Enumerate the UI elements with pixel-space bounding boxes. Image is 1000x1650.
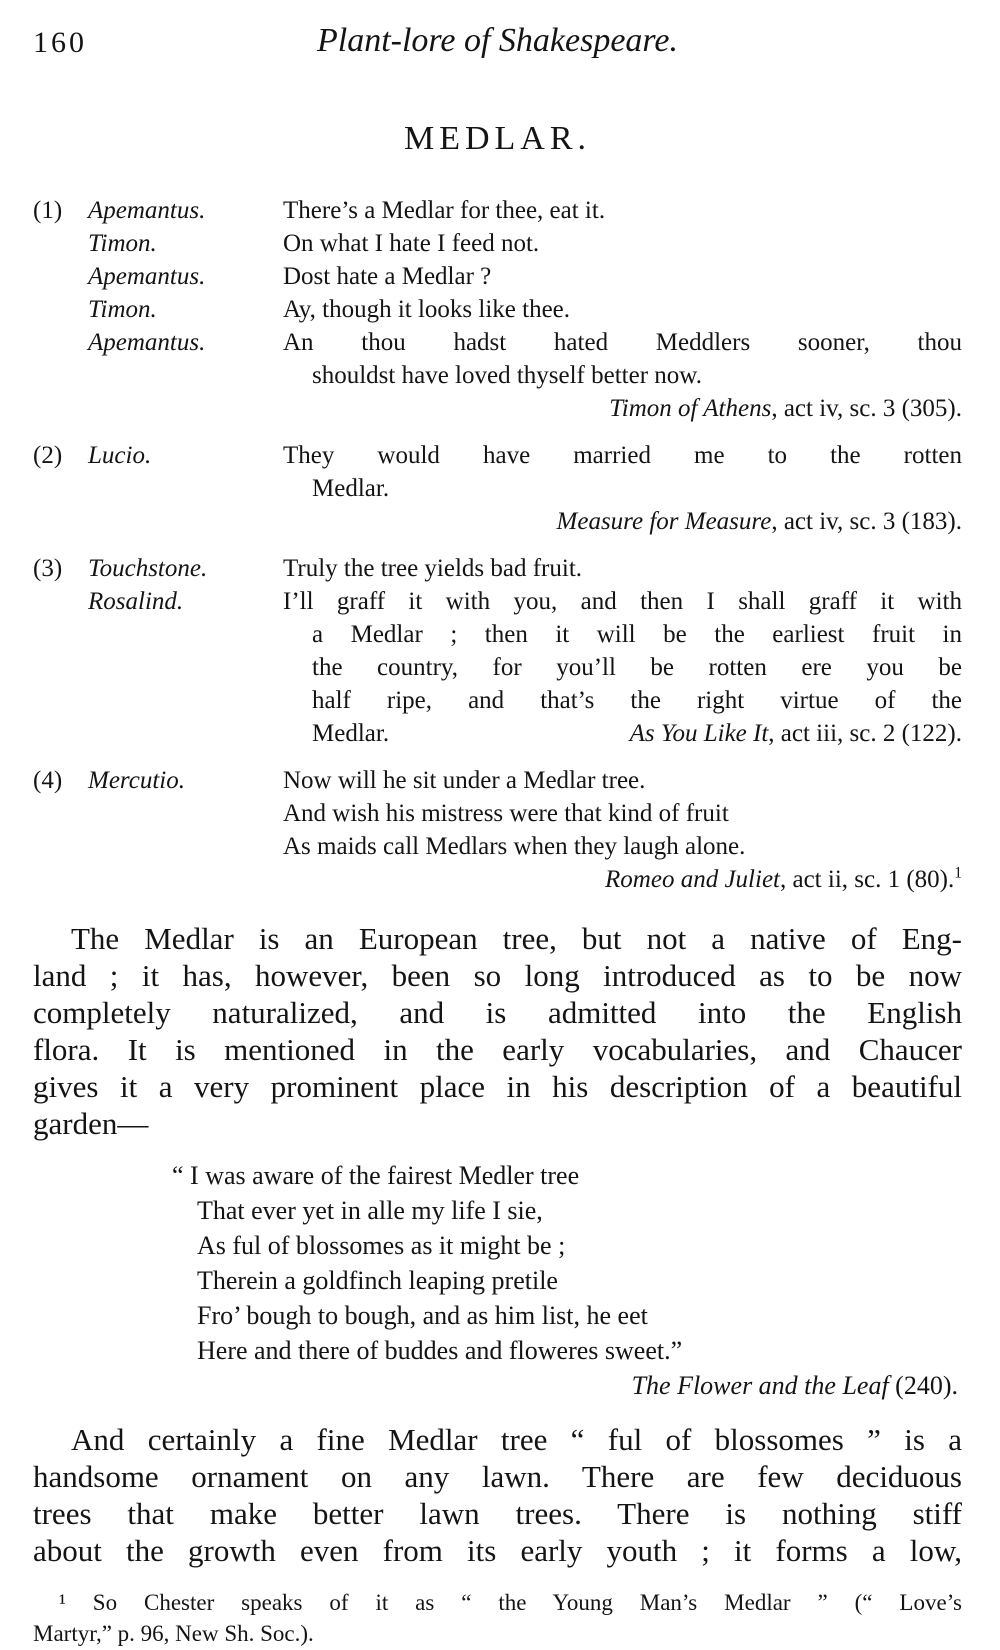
- citation: [630, 717, 962, 750]
- paragraph-line: The Medlar is an European tree, but not a native of Eng-: [71, 921, 962, 956]
- poem-line: Fro’ bough to bough, and as him list, he eet: [197, 1301, 648, 1330]
- quote-row: [33, 194, 962, 227]
- quote-row: [33, 227, 962, 260]
- quote-number: [33, 585, 88, 618]
- quote-number: (1): [33, 197, 63, 224]
- quote-number: [33, 651, 88, 684]
- quote-number: (4): [33, 767, 63, 794]
- quotes: [33, 194, 962, 896]
- citation-ref: , act ii, sc. 1 (80).: [779, 866, 955, 893]
- speaker-name: Apemantus.: [88, 197, 206, 224]
- poem-line: “ I was aware of the fairest Medler tree: [172, 1161, 580, 1190]
- quote-row: [33, 552, 962, 585]
- citation: [557, 508, 962, 535]
- quote-block: [33, 439, 962, 538]
- paragraph-line: garden—: [33, 1106, 149, 1141]
- quote-number: [33, 472, 88, 505]
- citation-work: Measure for Measure: [556, 508, 772, 535]
- quote-number: [33, 293, 88, 326]
- quote-row: [33, 439, 962, 472]
- quote-line-text: And wish his mistress were that kind of fruit: [283, 800, 729, 827]
- speaker-name: [88, 684, 283, 717]
- quote-row: [33, 585, 962, 618]
- footnote-marker: 1: [954, 864, 962, 882]
- quote-line-text: Ay, though it looks like thee.: [283, 296, 571, 323]
- speaker-name: Timon.: [88, 230, 157, 257]
- citation-ref: , act iii, sc. 2 (122).: [768, 720, 962, 747]
- quote-block: [33, 194, 962, 425]
- quote-block: [33, 764, 962, 896]
- citation-line: [33, 505, 962, 538]
- speaker-name: [88, 717, 283, 750]
- footnote-line: Martyr,” p. 96, New Sh. Soc.).: [33, 1621, 314, 1646]
- paragraph-2: [33, 1421, 962, 1569]
- speaker-name: Mercutio.: [88, 767, 185, 794]
- speaker-name: [88, 618, 283, 651]
- quote-row: [33, 359, 962, 392]
- quote-line-text: An thou hadst hated Meddlers sooner, thou: [283, 329, 962, 356]
- quote-row: [33, 797, 962, 830]
- poem-line: Therein a goldfinch leaping pretile: [197, 1266, 558, 1295]
- paragraph-line: land ; it has, however, been so long introduced as to be now: [33, 958, 962, 993]
- paragraph-line: trees that make better lawn trees. There is nothing stiff: [33, 1496, 962, 1531]
- citation-ref: (240).: [888, 1371, 958, 1400]
- quote-line-text: Medlar.: [312, 475, 390, 502]
- quote-row: [33, 684, 962, 717]
- quote-row: [33, 830, 962, 863]
- running-title: Plant-lore of Shakespeare.: [316, 22, 678, 59]
- speaker-name: [88, 651, 283, 684]
- quote-row: [33, 472, 962, 505]
- quote-number: [33, 618, 88, 651]
- citation: [609, 395, 962, 422]
- speaker-name: Touchstone.: [88, 555, 208, 582]
- citation-work: Romeo and Juliet: [605, 866, 780, 893]
- quote-line-text: I’ll graff it with you, and then I shall graff it with: [283, 588, 962, 615]
- quote-row: [33, 326, 962, 359]
- quote-row: [33, 293, 962, 326]
- speaker-name: [88, 472, 283, 505]
- citation-ref: , act iv, sc. 3 (305).: [771, 395, 962, 422]
- paragraph-line: And certainly a fine Medlar tree “ ful of blossomes ” is a: [71, 1422, 962, 1457]
- citation-line: [33, 392, 962, 425]
- quote-number: [33, 717, 88, 750]
- quote-number: [33, 227, 88, 260]
- paragraph-line: handsome ornament on any lawn. There are few deciduous: [33, 1459, 962, 1494]
- footnote: [33, 1587, 962, 1649]
- poem: [172, 1158, 962, 1403]
- quote-row: [33, 764, 962, 797]
- poem-line: Here and there of buddes and floweres sweet.”: [197, 1336, 683, 1365]
- speaker-name: [88, 359, 283, 392]
- paragraph-line: flora. It is mentioned in the early vocabularies, and Chaucer: [33, 1032, 962, 1067]
- quote-number: [33, 326, 88, 359]
- citation: [605, 866, 962, 893]
- quote-row: [33, 260, 962, 293]
- citation-work: As You Like It: [629, 720, 769, 747]
- quote-line-text: the country, for you’ll be rotten ere you be: [312, 654, 962, 681]
- quote-line-text: shouldst have loved thyself better now.: [312, 362, 702, 389]
- speaker-name: [88, 830, 283, 863]
- page-header: [33, 22, 962, 68]
- quote-line-text: Dost hate a Medlar ?: [283, 263, 492, 290]
- paragraph-line: completely naturalized, and is admitted into the English: [33, 995, 962, 1030]
- quote-line: [283, 717, 962, 750]
- page-number: 160: [33, 26, 87, 59]
- speaker-name: [88, 797, 283, 830]
- quote-number: [33, 830, 88, 863]
- speaker-name: Apemantus.: [88, 263, 206, 290]
- footnote-line: ¹ So Chester speaks of it as “ the Young Man’s Medlar ” (“ Love’s: [59, 1590, 962, 1615]
- quote-line-text: As maids call Medlars when they laugh alone.: [283, 833, 746, 860]
- paragraph-line: about the growth even from its early youth ; it forms a low,: [33, 1533, 962, 1568]
- quote-number: [33, 260, 88, 293]
- citation: [632, 1371, 958, 1400]
- chapter-heading: MEDLAR.: [403, 120, 592, 157]
- citation-ref: , act iv, sc. 3 (183).: [771, 508, 962, 535]
- quote-line-text: There’s a Medlar for thee, eat it.: [283, 197, 606, 224]
- quote-number: (2): [33, 442, 63, 469]
- citation-line: [33, 863, 962, 896]
- citation-work: The Flower and the Leaf: [631, 1371, 889, 1400]
- speaker-name: Apemantus.: [88, 329, 206, 356]
- quote-line-text: a Medlar ; then it will be the earliest fruit in: [312, 621, 962, 648]
- quote-number: (3): [33, 555, 63, 582]
- poem-line: That ever yet in alle my life I sie,: [197, 1196, 543, 1225]
- quote-row: [33, 651, 962, 684]
- paragraph-line: gives it a very prominent place in his description of a beautiful: [33, 1069, 962, 1104]
- quote-line-text: half ripe, and that’s the right virtue of the: [312, 687, 962, 714]
- quote-row: [33, 618, 962, 651]
- quote-line-text: Truly the tree yields bad fruit.: [283, 555, 583, 582]
- quote-number: [33, 359, 88, 392]
- citation-work: Timon of Athens: [609, 395, 772, 422]
- speaker-name: Lucio.: [88, 442, 152, 469]
- quote-line-text: Now will he sit under a Medlar tree.: [283, 767, 646, 794]
- quote-row: [33, 717, 962, 750]
- quote-block: [33, 552, 962, 750]
- quote-number: [33, 797, 88, 830]
- quote-line-text: Medlar.: [312, 720, 390, 747]
- citation-line: [197, 1368, 958, 1403]
- quote-line-text: On what I hate I feed not.: [283, 230, 540, 257]
- paragraph-1: [33, 920, 962, 1142]
- quote-number: [33, 684, 88, 717]
- speaker-name: Timon.: [88, 296, 157, 323]
- poem-line: As ful of blossomes as it might be ;: [197, 1231, 566, 1260]
- speaker-name: Rosalind.: [88, 588, 184, 615]
- quote-line-text: They would have married me to the rotten: [283, 442, 962, 469]
